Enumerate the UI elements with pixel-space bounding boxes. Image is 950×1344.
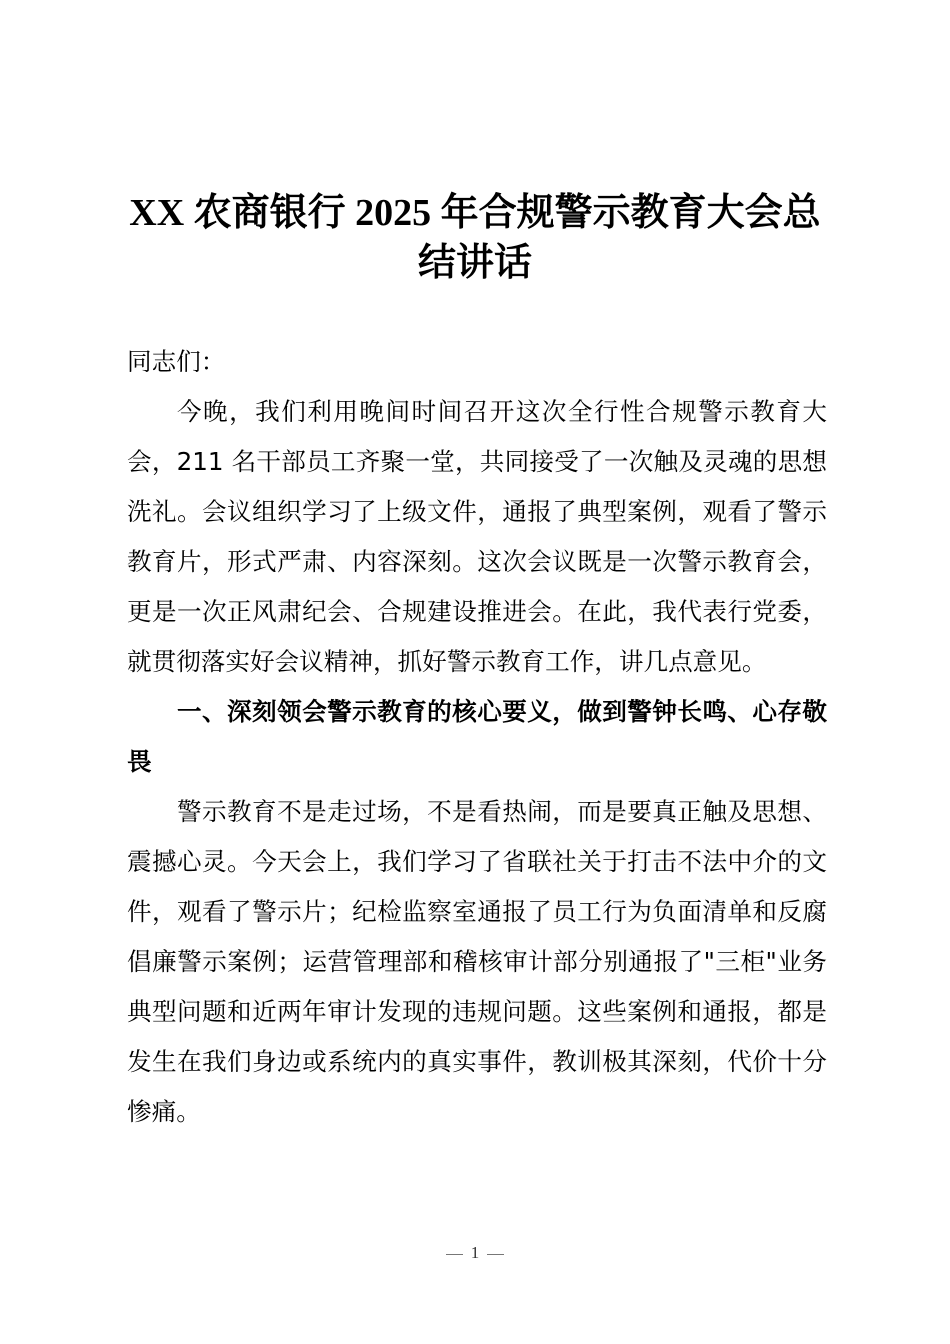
footer-dash-right [487, 1254, 504, 1255]
title-line-2: 结讲话 [417, 242, 532, 284]
page-number: 1 [470, 1243, 480, 1262]
section-heading-1: 一、深刻领会警示教育的核心要义，做到警钟长鸣、心存敬畏 [127, 697, 827, 776]
document-title [110, 188, 840, 288]
opening-paragraph: 今晚，我们利用晚间时间召开这次全行性合规警示教育大会，211 名干部员工齐聚一堂，共同接受了一次触及灵魂的思想洗礼。会议组织学习了上级文件，通报了典型案例，观看了警示教育片，形式严肃、内容深刻。这次会议既是一次警示教育会，更是一次正风肃纪会、合规建设推进会。在此，我代表行党委，就贯彻落实好会议精神，抓好警示教育工作，讲几点意见。 [127, 397, 827, 676]
page-footer [0, 1243, 950, 1263]
document-body [127, 337, 827, 1137]
salutation: 同志们： [127, 347, 226, 376]
section-1-paragraph: 警示教育不是走过场，不是看热闹，而是要真正触及思想、震撼心灵。今天会上，我们学习了省联社关于打击不法中介的文件，观看了警示片；纪检监察室通报了员工行为负面清单和反腐倡廉警示案例；运营管理部和稽核审计部分别通报了"三柜"业务典型问题和近两年审计发现的违规问题。这些案例和通报，都是发生在我们身边或系统内的真实事件，教训极其深刻，代价十分惨痛。 [127, 797, 827, 1126]
title-line-1: XX 农商银行 2025 年合规警示教育大会总 [129, 192, 821, 234]
footer-dash-left [446, 1254, 463, 1255]
